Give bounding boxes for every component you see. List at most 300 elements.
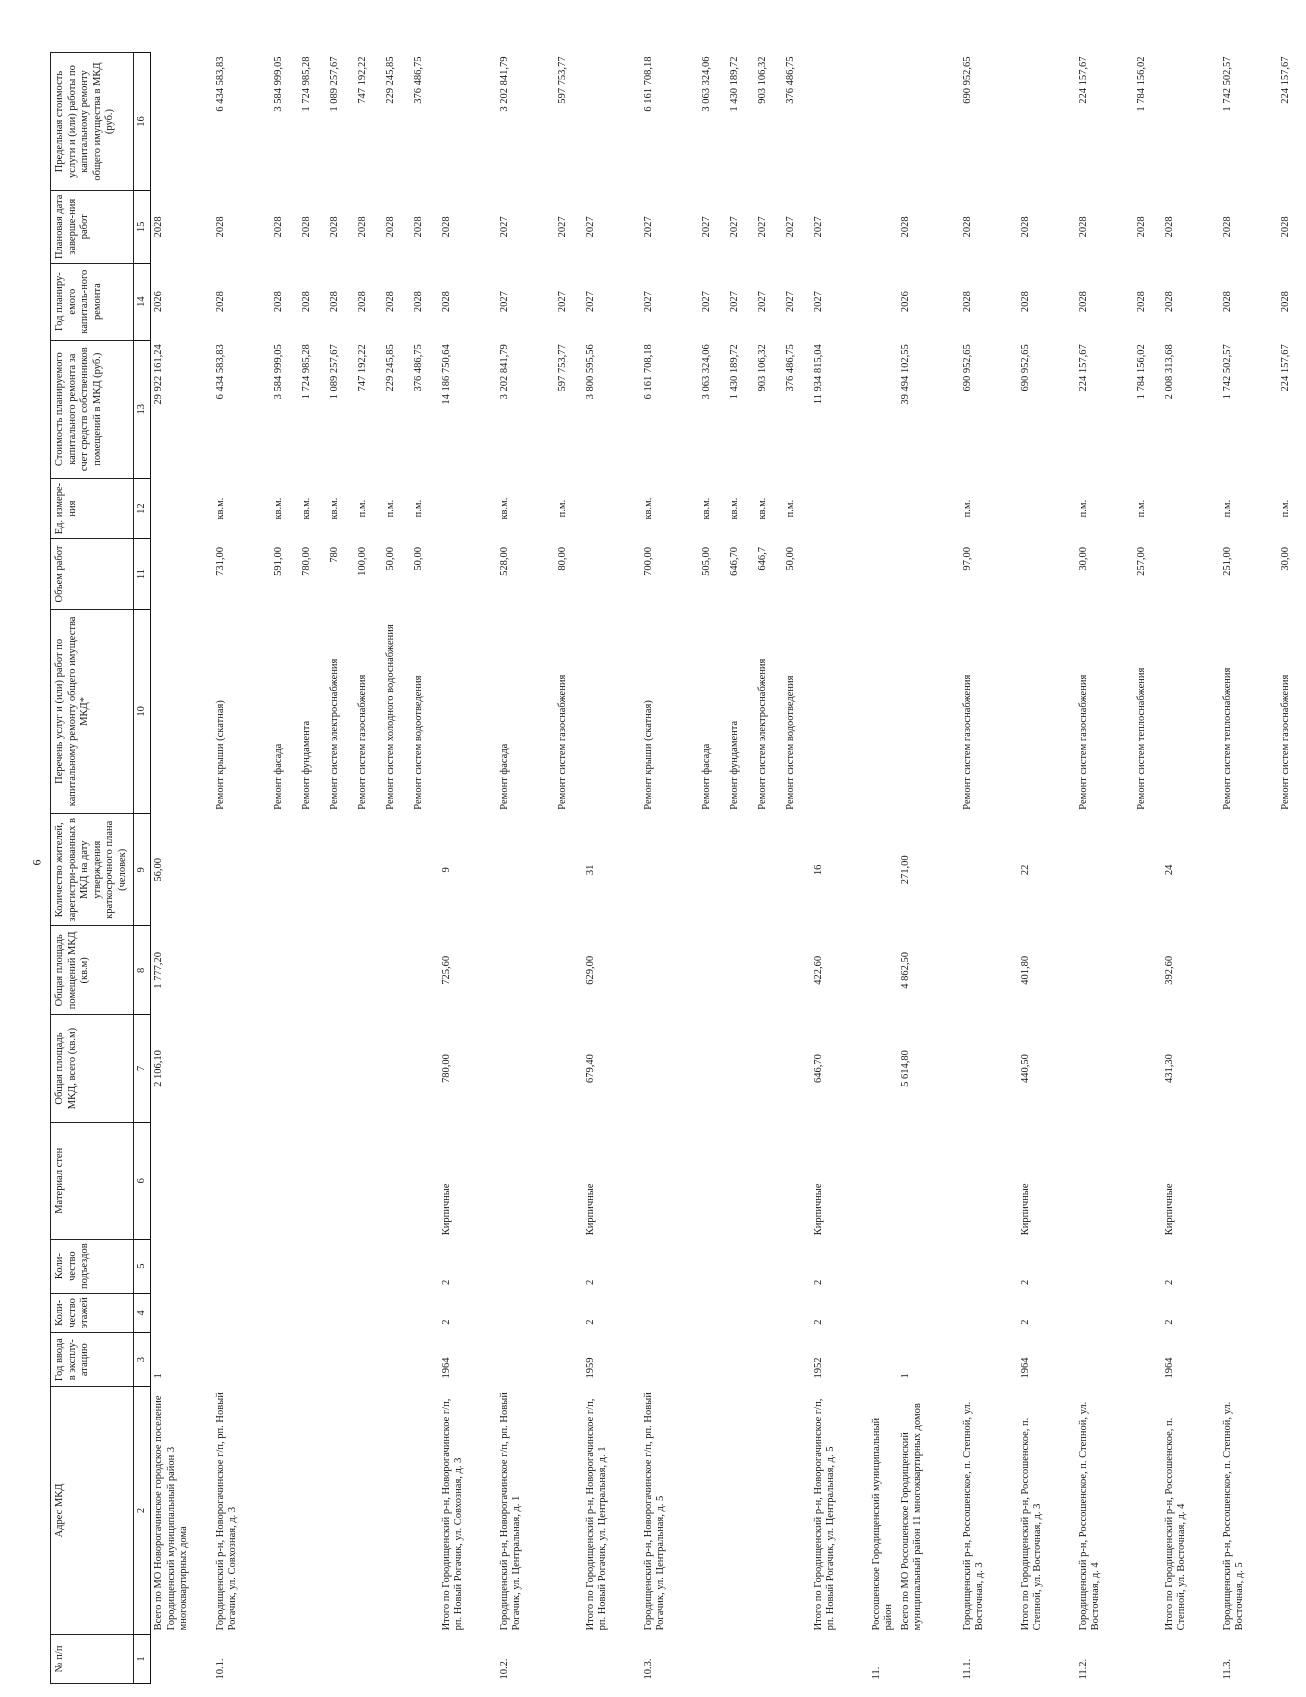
cell-wall-material xyxy=(755,1122,783,1239)
cell-total-area xyxy=(869,1015,898,1123)
cell-year-built xyxy=(1076,1333,1134,1387)
header-cell: Количество жителей, зарегистри-рованных в МКД на дату утверждения краткосрочного плана (человек) xyxy=(51,814,134,926)
cell-cost: 2 008 313,68 xyxy=(1163,344,1175,400)
cell-year-built xyxy=(327,1333,355,1387)
cell-premises-area: 1 777,20 xyxy=(153,951,165,989)
cell-repair-year: 2028 xyxy=(214,291,226,313)
cell-wall-material xyxy=(783,1122,811,1239)
cell-year-built xyxy=(869,1333,898,1387)
column-number: 9 xyxy=(133,814,151,926)
cell-unit: кв.м. xyxy=(498,497,510,520)
cell-work-type xyxy=(151,609,213,814)
cell-entrances: 2 xyxy=(812,1279,824,1286)
cell-work-type: Ремонт фундамента xyxy=(300,720,312,810)
cell-entrances xyxy=(869,1239,898,1293)
cell-completion-date: 2028 xyxy=(1279,216,1291,238)
cell-max-cost: 3 202 841,79 xyxy=(498,56,510,112)
table-row xyxy=(383,53,411,1684)
cell-total-area xyxy=(299,1015,327,1123)
cell-year-built: 1959 xyxy=(584,1357,596,1379)
cell-row-number xyxy=(755,1634,783,1683)
cell-address xyxy=(355,1387,383,1635)
cell-cost: 1 430 189,72 xyxy=(728,344,740,400)
cell-floors xyxy=(327,1293,355,1333)
cell-residents: 271,00 xyxy=(899,855,911,885)
cell-residents xyxy=(213,814,271,926)
cell-residents: 56,00 xyxy=(153,858,165,882)
cell-max-cost xyxy=(151,53,213,191)
cell-total-area: 646,70 xyxy=(812,1054,824,1083)
cell-cost: 1 089 257,67 xyxy=(328,344,340,400)
cell-unit: кв.м. xyxy=(272,497,284,520)
cell-work-volume: 30,00 xyxy=(1279,546,1291,571)
cell-address: Всего по МО Россошенское Городищенский муниципальный район 11 многоквартирных домов xyxy=(899,1403,924,1631)
table-row xyxy=(898,53,960,1684)
cell-wall-material xyxy=(1134,1122,1162,1239)
cell-premises-area xyxy=(327,926,355,1015)
cell-year-built xyxy=(641,1333,699,1387)
column-number-row xyxy=(133,53,151,1684)
table-row xyxy=(1220,53,1278,1684)
cell-residents: 24 xyxy=(1163,864,1175,876)
cell-total-area: 5 614,80 xyxy=(899,1050,911,1087)
cell-completion-date: 2028 xyxy=(1135,216,1147,238)
table-row xyxy=(411,53,439,1684)
column-number: 4 xyxy=(133,1293,151,1333)
cell-repair-year: 2027 xyxy=(784,291,796,313)
cell-max-cost xyxy=(811,53,869,191)
cell-completion-date: 2028 xyxy=(1221,216,1233,238)
cell-residents xyxy=(1076,814,1134,926)
cell-wall-material xyxy=(1220,1122,1278,1239)
cell-work-volume: 30,00 xyxy=(1077,546,1089,571)
cell-floors xyxy=(1134,1293,1162,1333)
cell-premises-area xyxy=(727,926,755,1015)
cell-completion-date: 2027 xyxy=(812,216,824,238)
cell-work-type: Ремонт систем холодного водоснабжения xyxy=(384,624,396,810)
cell-residents: 9 xyxy=(440,867,452,873)
cell-work-volume: 780 xyxy=(328,546,340,563)
cell-address: Россошенское Городищенский муниципальный район xyxy=(870,1417,895,1631)
cell-work-volume: 257,00 xyxy=(1135,546,1147,576)
cell-total-area: 679,40 xyxy=(584,1054,596,1083)
cell-address xyxy=(727,1387,755,1635)
cell-address xyxy=(555,1387,583,1635)
cell-floors: 2 xyxy=(1019,1319,1031,1325)
cell-row-number xyxy=(583,1634,641,1683)
cell-unit xyxy=(439,478,497,539)
cell-cost xyxy=(869,340,898,478)
cell-residents xyxy=(411,814,439,926)
cell-row-number xyxy=(783,1634,811,1683)
cell-unit: п.м. xyxy=(1077,499,1089,518)
cell-entrances xyxy=(898,1239,960,1293)
cell-total-area xyxy=(1076,1015,1134,1123)
cell-work-volume: 251,00 xyxy=(1221,546,1233,576)
cell-total-area: 780,00 xyxy=(440,1054,452,1083)
cell-work-type xyxy=(1018,609,1076,814)
cell-residents xyxy=(497,814,555,926)
cell-address: Всего по МО Новорогачинское городское поселение Городищенский муниципальный район 3 многоквартирных дома xyxy=(153,1395,190,1631)
cell-premises-area: 392,60 xyxy=(1163,955,1175,985)
cell-address xyxy=(783,1387,811,1635)
cell-wall-material xyxy=(727,1122,755,1239)
cell-work-type: Ремонт систем газоснабжения xyxy=(1077,674,1089,810)
cell-total-area xyxy=(383,1015,411,1123)
table-row xyxy=(327,53,355,1684)
table-row xyxy=(439,53,497,1684)
cell-floors xyxy=(641,1293,699,1333)
cell-residents xyxy=(1278,814,1306,926)
cell-max-cost: 3 584 999,05 xyxy=(272,56,284,112)
cell-row-number xyxy=(1018,1634,1076,1683)
cell-max-cost xyxy=(1018,53,1076,191)
column-number: 1 xyxy=(133,1634,151,1683)
cell-total-area xyxy=(355,1015,383,1123)
cell-cost: 690 952,65 xyxy=(961,344,973,392)
cell-unit xyxy=(583,478,641,539)
cell-work-volume: 100,00 xyxy=(356,546,368,576)
cell-completion-date: 2028 xyxy=(961,216,973,238)
cell-completion-date: 2028 xyxy=(272,216,284,238)
cell-unit: п.м. xyxy=(1135,499,1147,518)
cell-premises-area xyxy=(783,926,811,1015)
cell-work-type: Ремонт систем электроснабжения xyxy=(328,658,340,810)
cell-max-cost xyxy=(869,53,898,191)
cell-max-cost xyxy=(898,53,960,191)
cell-address xyxy=(299,1387,327,1635)
cell-row-number xyxy=(327,1634,355,1683)
table-row xyxy=(869,53,898,1684)
cell-wall-material xyxy=(271,1122,299,1239)
cell-row-number xyxy=(439,1634,497,1683)
cell-completion-date: 2027 xyxy=(784,216,796,238)
cell-row-number xyxy=(1134,1634,1162,1683)
cell-address: Городищенский р-н, Новорогачинское г/п, рп. Новый Рогачик, ул. Центральная, д. 5 xyxy=(642,1392,667,1631)
cell-repair-year: 2027 xyxy=(700,291,712,313)
cell-total-area xyxy=(327,1015,355,1123)
cell-year-built: 1964 xyxy=(1019,1357,1031,1379)
cell-work-type: Ремонт систем газоснабжения xyxy=(556,674,568,810)
header-cell: Общая площадь помещений МКД (кв.м) xyxy=(51,926,134,1015)
cell-completion-date: 2027 xyxy=(700,216,712,238)
cell-work-volume xyxy=(1162,539,1220,609)
cell-total-area xyxy=(213,1015,271,1123)
cell-total-area xyxy=(641,1015,699,1123)
cell-year-built: 1964 xyxy=(440,1357,452,1379)
cell-entrances xyxy=(497,1239,555,1293)
cell-work-volume: 528,00 xyxy=(498,546,510,576)
cell-year-built xyxy=(699,1333,727,1387)
cell-unit xyxy=(151,478,213,539)
cell-premises-area xyxy=(1278,926,1306,1015)
cell-cost: 903 106,32 xyxy=(756,344,768,392)
cell-row-number: 11. xyxy=(870,1666,882,1680)
cell-address: Итого по Городищенский р-н, Новорогачинское г/п, рп. Новый Рогачик, ул. Совхозная, д. 3 xyxy=(440,1398,465,1631)
cell-max-cost: 1 742 502,57 xyxy=(1221,56,1233,112)
cell-completion-date: 2028 xyxy=(214,216,226,238)
cell-work-type: Ремонт систем водоотведения xyxy=(412,675,424,810)
cell-cost: 14 186 750,64 xyxy=(440,344,452,405)
cell-max-cost: 6 434 583,83 xyxy=(214,56,226,112)
cell-max-cost: 224 157,67 xyxy=(1077,56,1089,104)
cell-premises-area xyxy=(411,926,439,1015)
cell-residents xyxy=(699,814,727,926)
cell-completion-date: 2028 xyxy=(412,216,424,238)
cell-cost: 6 161 708,18 xyxy=(642,344,654,400)
column-number: 3 xyxy=(133,1333,151,1387)
cell-unit xyxy=(1162,478,1220,539)
cell-max-cost: 6 161 708,18 xyxy=(642,56,654,112)
cell-max-cost: 690 952,65 xyxy=(961,56,973,104)
cell-total-area: 440,50 xyxy=(1019,1054,1031,1083)
cell-cost: 6 434 583,83 xyxy=(214,344,226,400)
cell-row-number: 10.1. xyxy=(214,1658,226,1680)
cell-premises-area xyxy=(1076,926,1134,1015)
cell-total-area: 431,30 xyxy=(1163,1054,1175,1083)
table-body xyxy=(151,53,1306,1684)
cell-residents xyxy=(555,814,583,926)
cell-wall-material: Кирпичные xyxy=(812,1183,824,1236)
cell-cost: 3 063 324,06 xyxy=(700,344,712,400)
header-cell: Материал стен xyxy=(51,1122,134,1239)
cell-entrances xyxy=(411,1239,439,1293)
cell-work-type xyxy=(439,609,497,814)
cell-year-built: 1 xyxy=(899,1373,911,1379)
table-row xyxy=(213,53,271,1684)
cell-entrances xyxy=(783,1239,811,1293)
table-row xyxy=(151,53,213,1684)
column-number: 7 xyxy=(133,1015,151,1123)
cell-work-type: Ремонт фасада xyxy=(272,743,284,810)
cell-floors xyxy=(727,1293,755,1333)
cell-unit: п.м. xyxy=(356,499,368,518)
cell-completion-date: 2027 xyxy=(642,216,654,238)
cell-total-area xyxy=(783,1015,811,1123)
cell-max-cost: 229 245,85 xyxy=(384,56,396,104)
cell-entrances xyxy=(1076,1239,1134,1293)
cell-premises-area xyxy=(1220,926,1278,1015)
cell-year-built xyxy=(497,1333,555,1387)
header-cell: Коли-чество подъездов xyxy=(51,1239,134,1293)
cell-repair-year: 2027 xyxy=(642,291,654,313)
cell-wall-material xyxy=(213,1122,271,1239)
cell-repair-year: 2028 xyxy=(1163,291,1175,313)
cell-residents xyxy=(727,814,755,926)
cell-residents xyxy=(1220,814,1278,926)
cell-residents xyxy=(327,814,355,926)
header-cell: Год ввода в эксплу-атацию xyxy=(51,1333,134,1387)
cell-floors xyxy=(213,1293,271,1333)
cell-work-type: Ремонт систем электроснабжения xyxy=(756,658,768,810)
cell-premises-area xyxy=(355,926,383,1015)
cell-max-cost: 224 157,67 xyxy=(1279,56,1291,104)
cell-premises-area: 4 862,50 xyxy=(899,951,911,989)
cell-floors xyxy=(755,1293,783,1333)
cell-work-type: Ремонт фасада xyxy=(498,743,510,810)
cell-wall-material xyxy=(497,1122,555,1239)
cell-cost: 747 192,22 xyxy=(356,344,368,392)
cell-floors xyxy=(1220,1293,1278,1333)
cell-residents xyxy=(1134,814,1162,926)
cell-row-number xyxy=(1278,1634,1306,1683)
cell-unit: кв.м. xyxy=(214,497,226,520)
cell-premises-area xyxy=(299,926,327,1015)
cell-work-type xyxy=(811,609,869,814)
column-number: 6 xyxy=(133,1122,151,1239)
table-row xyxy=(755,53,783,1684)
cell-residents xyxy=(641,814,699,926)
cell-work-type: Ремонт систем газоснабжения xyxy=(961,674,973,810)
cell-completion-date: 2028 xyxy=(384,216,396,238)
cell-address xyxy=(755,1387,783,1635)
table-row xyxy=(355,53,383,1684)
cell-row-number xyxy=(411,1634,439,1683)
cell-year-built xyxy=(1134,1333,1162,1387)
column-number: 13 xyxy=(133,340,151,478)
cell-entrances xyxy=(151,1239,213,1293)
cell-completion-date: 2028 xyxy=(153,216,165,238)
cell-year-built xyxy=(783,1333,811,1387)
cell-unit xyxy=(869,478,898,539)
cell-unit: п.м. xyxy=(412,499,424,518)
cell-row-number: 11.1. xyxy=(961,1658,973,1680)
cell-year-built xyxy=(1278,1333,1306,1387)
cell-entrances: 2 xyxy=(584,1279,596,1286)
cell-completion-date: 2028 xyxy=(1077,216,1089,238)
cell-row-number xyxy=(355,1634,383,1683)
cell-work-volume xyxy=(898,539,960,609)
cell-work-volume: 731,00 xyxy=(214,546,226,576)
header-cell: Коли-чество этажей xyxy=(51,1293,134,1333)
cell-row-number xyxy=(898,1634,960,1683)
header-cell: Плановая дата заверше-ния работ xyxy=(51,191,134,263)
cell-address xyxy=(383,1387,411,1635)
cell-repair-year: 2027 xyxy=(498,291,510,313)
cell-residents xyxy=(271,814,299,926)
cell-cost: 3 202 841,79 xyxy=(498,344,510,400)
cell-repair-year: 2027 xyxy=(812,291,824,313)
cell-year-built xyxy=(299,1333,327,1387)
cell-floors xyxy=(555,1293,583,1333)
cell-residents xyxy=(299,814,327,926)
cell-completion-date: 2027 xyxy=(498,216,510,238)
cell-row-number xyxy=(811,1634,869,1683)
cell-row-number xyxy=(383,1634,411,1683)
cell-unit xyxy=(811,478,869,539)
cell-floors xyxy=(411,1293,439,1333)
table-row xyxy=(583,53,641,1684)
cell-unit: кв.м. xyxy=(728,497,740,520)
cell-completion-date: 2028 xyxy=(1163,216,1175,238)
cell-work-volume xyxy=(1018,539,1076,609)
repair-plan-table xyxy=(50,52,1306,1684)
cell-entrances xyxy=(355,1239,383,1293)
column-number: 10 xyxy=(133,609,151,814)
cell-work-volume: 50,00 xyxy=(384,546,396,571)
cell-completion-date: 2027 xyxy=(556,216,568,238)
cell-work-volume xyxy=(439,539,497,609)
cell-floors xyxy=(299,1293,327,1333)
cell-row-number: 10.3. xyxy=(642,1658,654,1680)
cell-entrances: 2 xyxy=(1019,1279,1031,1286)
cell-max-cost xyxy=(583,53,641,191)
cell-year-built xyxy=(755,1333,783,1387)
cell-work-volume xyxy=(151,539,213,609)
cell-residents: 16 xyxy=(812,864,824,876)
cell-row-number xyxy=(1162,1634,1220,1683)
cell-wall-material xyxy=(327,1122,355,1239)
table-row xyxy=(1018,53,1076,1684)
cell-premises-area xyxy=(497,926,555,1015)
table-row xyxy=(1134,53,1162,1684)
cell-work-type: Ремонт крыши (скатная) xyxy=(642,700,654,810)
cell-address: Городищенский р-н, Россошенское, п. Степной, ул. Восточная, д. 4 xyxy=(1077,1401,1102,1631)
cell-row-number xyxy=(699,1634,727,1683)
cell-residents: 22 xyxy=(1019,864,1031,876)
table-row xyxy=(960,53,1018,1684)
cell-wall-material: Кирпичные xyxy=(1163,1183,1175,1236)
cell-floors xyxy=(497,1293,555,1333)
cell-unit: кв.м. xyxy=(642,497,654,520)
cell-address xyxy=(1278,1387,1306,1635)
cell-work-type: Ремонт систем теплоснабжения xyxy=(1135,667,1147,810)
cell-wall-material: Кирпичные xyxy=(584,1183,596,1236)
cell-work-volume: 505,00 xyxy=(700,546,712,576)
cell-wall-material: Кирпичные xyxy=(440,1183,452,1236)
cell-repair-year: 2028 xyxy=(961,291,973,313)
table-row xyxy=(727,53,755,1684)
cell-floors: 2 xyxy=(812,1319,824,1325)
cell-unit: кв.м. xyxy=(300,497,312,520)
cell-residents xyxy=(383,814,411,926)
cell-work-type: Ремонт систем газоснабжения xyxy=(1279,674,1291,810)
cell-total-area xyxy=(411,1015,439,1123)
cell-total-area xyxy=(1220,1015,1278,1123)
header-cell: Общая площадь МКД, всего (кв.м) xyxy=(51,1015,134,1123)
cell-max-cost: 1 784 156,02 xyxy=(1135,56,1147,112)
rotated-page xyxy=(50,52,1291,1684)
cell-premises-area xyxy=(960,926,1018,1015)
cell-repair-year: 2028 xyxy=(1221,291,1233,313)
cell-cost: 229 245,85 xyxy=(384,344,396,392)
cell-floors: 2 xyxy=(1163,1319,1175,1325)
table-row xyxy=(271,53,299,1684)
cell-work-volume xyxy=(869,539,898,609)
cell-work-type: Ремонт систем теплоснабжения xyxy=(1221,667,1233,810)
cell-unit: п.м. xyxy=(784,499,796,518)
cell-work-volume xyxy=(583,539,641,609)
header-cell: Предельная стоимость услуги и (или) работы по капитальному ремонту общего имущества в МКД (руб.) xyxy=(51,53,134,191)
cell-unit: п.м. xyxy=(1279,499,1291,518)
table-row xyxy=(497,53,555,1684)
cell-cost: 39 494 102,55 xyxy=(899,344,911,405)
cell-address: Итого по Городищенский р-н, Россошенское, п. Степной, ул. Восточная, д. 4 xyxy=(1163,1417,1188,1631)
cell-work-volume: 50,00 xyxy=(784,546,796,571)
header-cell: Год планиру-емого капиталь-ного ремонта xyxy=(51,263,134,340)
cell-cost: 3 800 595,56 xyxy=(584,344,596,400)
cell-wall-material: Кирпичные xyxy=(1019,1183,1031,1236)
cell-address xyxy=(271,1387,299,1635)
cell-premises-area xyxy=(869,926,898,1015)
cell-work-type: Ремонт фундамента xyxy=(728,720,740,810)
cell-address: Городищенский р-н, Новорогачинское г/п, рп. Новый Рогачик, ул. Центральная, д. 1 xyxy=(498,1392,523,1631)
cell-row-number: 11.3. xyxy=(1221,1658,1233,1680)
cell-total-area xyxy=(497,1015,555,1123)
cell-repair-year: 2028 xyxy=(1077,291,1089,313)
cell-repair-year: 2027 xyxy=(584,291,596,313)
cell-completion-date: 2028 xyxy=(300,216,312,238)
